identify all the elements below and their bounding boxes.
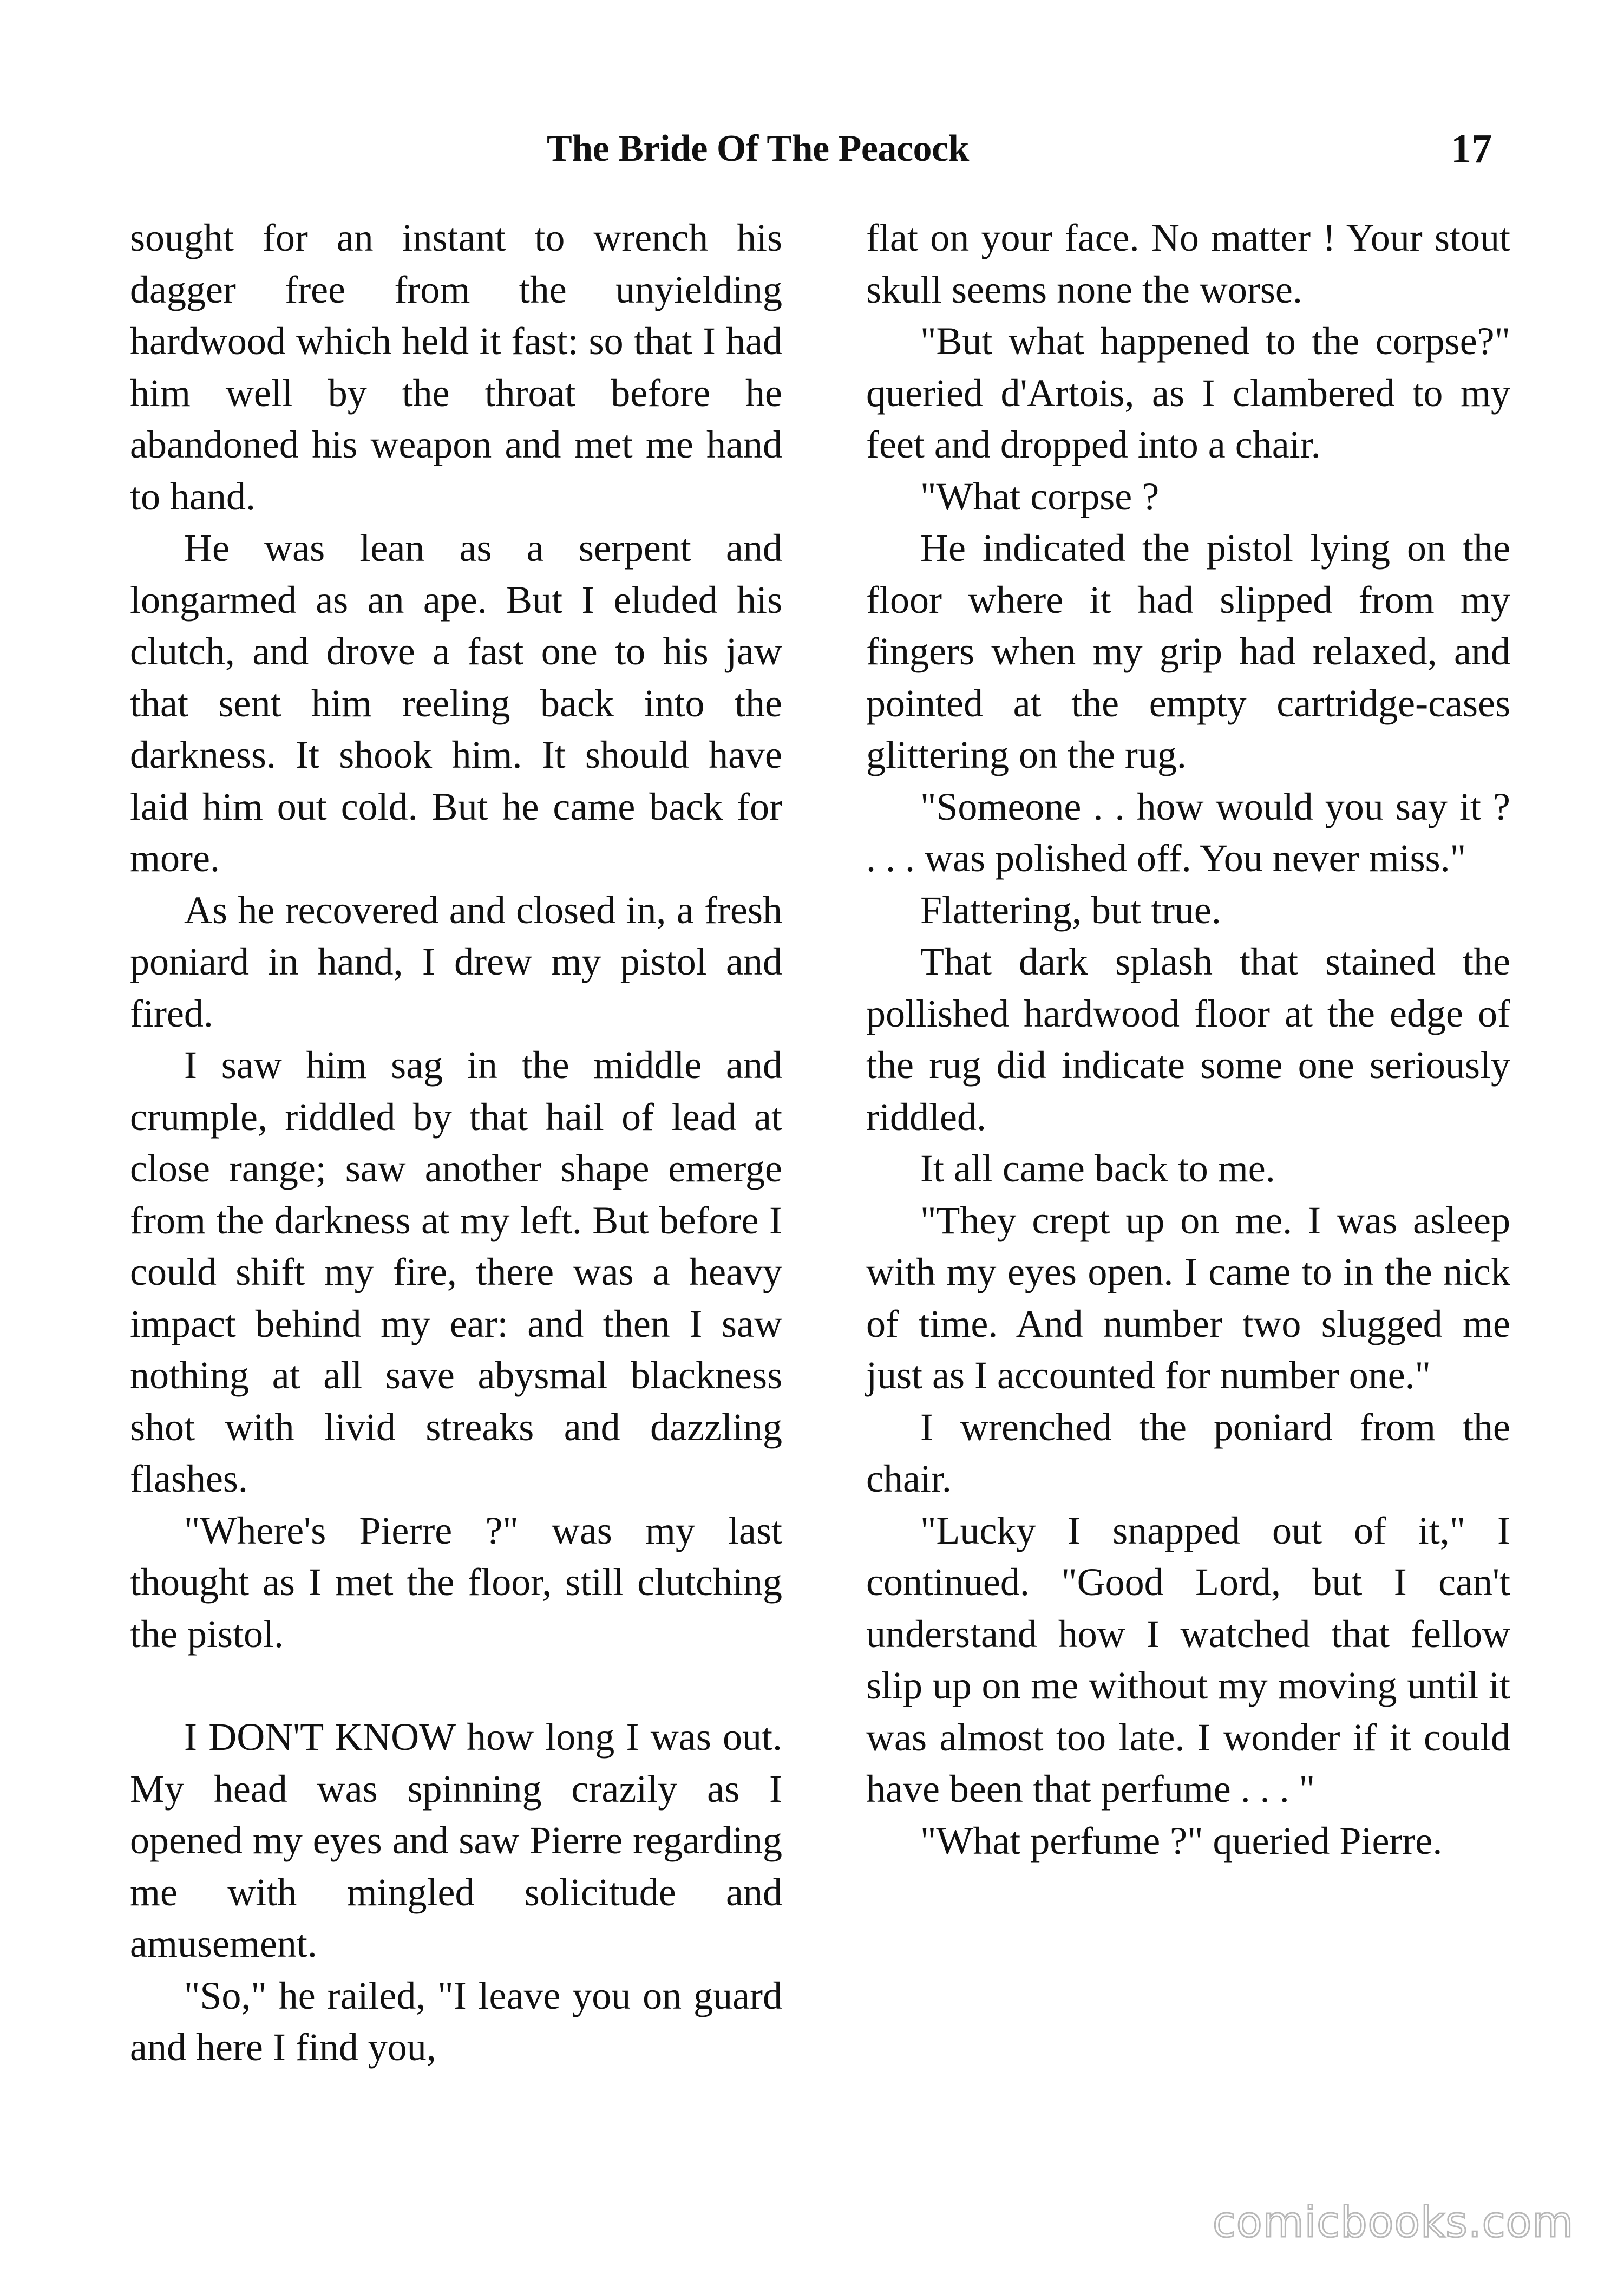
watermark-logo: comicbooks.com (1213, 2198, 1574, 2247)
paragraph: That dark splash that stained the pollished hardwood floor at the edge of the rug did indicate some one seriously riddled. (866, 940, 1510, 1139)
paragraph: flat on your face. No matter ! Your stout skull seems none the worse. (866, 216, 1510, 311)
paragraph: It all came back to me. (920, 1147, 1275, 1190)
running-head-title: The Bride Of The Peacock (547, 128, 969, 169)
paragraph: "Lucky I snapped out of it," I continued. "Good Lord, but I can't understand how I watched that fellow slip up on me without my moving until it was almost too late. I wonder if it could have been that perfume . . . " (866, 1508, 1510, 1811)
paragraph: "So," he railed, "I leave you on guard and here I find you, (130, 1974, 782, 2069)
paragraph: sought for an instant to wrench his dagger free from the unyielding hardwood which held it fast: so that I had him well by the throat before he abandoned his weapon and met me hand to hand. (130, 216, 782, 518)
paragraph: I saw him sag in the middle and crumple, riddled by that hail of lead at close range; saw another shape emerge from the darkness at my left. But before I could shift my fire, there was a heavy impact behind my ear: and then I saw nothing at all save abysmal blackness shot with livid streaks and dazzling flashes. (130, 1043, 782, 1500)
paragraph: "Where's Pierre ?" was my last thought as I met the floor, still clutching the pistol. (130, 1508, 782, 1656)
paragraph: "But what happened to the corpse?" queried d'Artois, as I clambered to my feet and dropped into a chair. (866, 319, 1510, 466)
paragraph: He indicated the pistol lying on the floor where it had slipped from my fingers when my grip had relaxed, and pointed at the empty cartridge-cases glittering on the rug. (866, 526, 1510, 776)
paragraph: As he recovered and closed in, a fresh poniard in hand, I drew my pistol and fired. (130, 888, 782, 1035)
page-number: 17 (1451, 126, 1492, 172)
paragraph: "They crept up on me. I was asleep with my eyes open. I came to in the nick of time. And number two slugged me just as I accounted for number one." (866, 1198, 1510, 1397)
paragraph: "What corpse ? (920, 474, 1160, 518)
paragraph: Flattering, but true. (920, 888, 1221, 932)
paragraph: I wrenched the poniard from the chair. (866, 1405, 1510, 1500)
left-text-column (130, 212, 782, 2074)
paragraph: "What perfume ?" queried Pierre. (920, 1819, 1443, 1863)
paragraph: He was lean as a serpent and longarmed as an ape. But I eluded his clutch, and drove a fast one to his jaw that sent him reeling back into the darkness. It shook him. It should have laid him out cold. But he came back for more. (130, 526, 782, 880)
section-start-paragraph: I DON'T KNOW how long I was out. My head was spinning crazily as I opened my eyes and saw Pierre regarding me with mingled solicitude and amusement. (130, 1715, 782, 1965)
paragraph: "Someone . . how would you say it ? . . . was polished off. You never miss." (866, 785, 1510, 880)
right-text-column (866, 212, 1510, 1867)
